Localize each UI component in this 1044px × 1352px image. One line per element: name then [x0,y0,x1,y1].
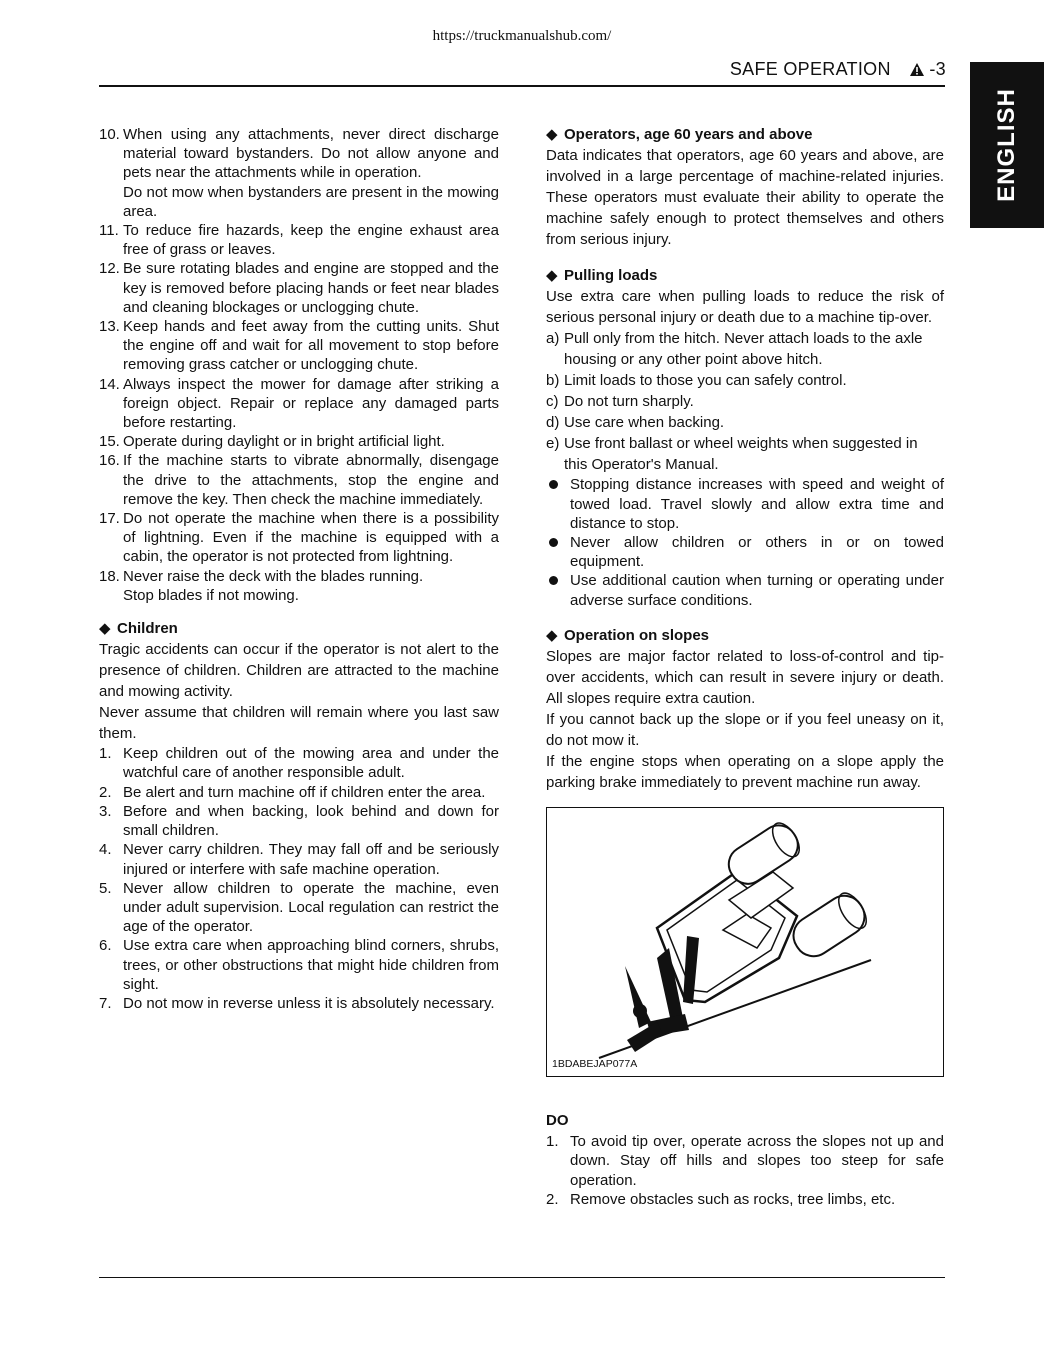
tipover-drawing [547,808,943,1076]
list-item: 13. Keep hands and feet away from the cutting units. Shut the engine off and wait for all movement to stop before removing grass catcher or unclogging chute. [99,318,499,374]
page-number: -3 [929,59,946,79]
list-item: 12. Be sure rotating blades and engine are stopped and the key is removed before placing hands or feet near blades and cleaning blockages or unclogging chute. [99,260,499,316]
list-item: 17. Do not operate the machine when there is a possibility of lightning. Even if the machine is equipped with a cabin, the operator is not protected from lightning. [99,510,499,566]
dot-bullet-icon [546,475,570,533]
operators60-text: Data indicates that operators, age 60 years and above, are involved in a large percentage of machine-related injuries. These operators must evaluate their ability to operate the machine safely enough to protect themselves and others from serious injury. [546,147,944,249]
list-item: a) Pull only from the hitch. Never attach loads to the axle housing or any other point above hitch. [546,330,923,369]
right-column [546,125,944,1209]
slopes-heading: ◆ Operation on slopes [546,626,710,644]
children-intro: Tragic accidents can occur if the operator is not alert to the presence of children. Children are attracted to the machine and mowing activity. [99,641,499,701]
pulling-heading: ◆ Pulling loads [546,267,658,285]
footer-rule [99,1277,945,1278]
language-label: ENGLISH [993,88,1020,202]
section-title: SAFE OPERATION [729,59,891,79]
dot-bullet-icon [546,533,570,571]
list-item: c) Do not turn sharply. [546,393,694,411]
list-item: 16. If the machine starts to vibrate abnormally, disengage the drive to the attachments, stop the engine and remove the key. Then check the machine immediately. [99,452,499,508]
list-item: 14. Always inspect the mower for damage after striking a foreign object. Repair or replace any damaged parts before restarting. [99,375,499,432]
figure-code: 1BDABEJAP077A [552,1057,638,1070]
bullet-item: Stopping distance increases with speed and weight of towed load. Travel slowly and allow extra time and distance to stop. [546,475,944,533]
list-item: 10. When using any attachments, never direct discharge material toward bystanders. Do not allow anyone and pets near the attachments while in operation. Do not mow when bystanders are present in the mowing area. [99,126,499,220]
list-item: 1. Keep children out of the mowing area and under the watchful care of another responsible adult. [99,745,499,782]
list-item: 2. Be alert and turn machine off if children enter the area. [99,783,486,801]
list-item: 7. Do not mow in reverse unless it is absolutely necessary. [99,994,495,1012]
list-item: 1. To avoid tip over, operate across the slopes not up and down. Stay off hills and slopes too steep for safe operation. [546,1133,944,1189]
list-item: 11. To reduce fire hazards, keep the engine exhaust area free of grass or leaves. [99,222,499,259]
page-header [730,59,946,80]
children-warning: Never assume that children will remain where you last saw them. [99,704,499,743]
slope-tipover-illustration [546,807,944,1077]
warning-triangle-icon [910,59,929,79]
header-rule [99,85,945,87]
slopes-text-3: If the engine stops when operating on a slope apply the parking brake immediately to prevent machine run away. [546,753,944,792]
source-url[interactable]: https://truckmanualshub.com/ [432,28,612,44]
list-item: 18. Never raise the deck with the blades running. Stop blades if not mowing. [99,567,424,604]
bullet-item: Use additional caution when turning or operating under adverse surface conditions. [546,571,944,609]
operators60-heading: ◆ Operators, age 60 years and above [546,126,813,143]
list-item: 15. Operate during daylight or in bright artificial light. [99,433,445,451]
slopes-text-2: If you cannot back up the slope or if you feel uneasy on it, do not mow it. [546,711,944,750]
dot-bullet-icon [546,571,570,609]
do-heading: DO [546,1112,569,1130]
slopes-text-1: Slopes are major factor related to loss-of-control and tip-over accidents, which can result in severe injury or death. All slopes require extra caution. [546,648,944,708]
diamond-bullet-icon: ◆ [546,267,558,285]
list-item: 5. Never allow children to operate the machine, even under adult supervision. Local regulation can restrict the age of the operator. [99,879,499,936]
list-item: 2. Remove obstacles such as rocks, tree limbs, etc. [546,1190,896,1208]
bullet-item: Never allow children or others in or on towed equipment. [546,533,944,571]
list-item: 4. Never carry children. They may fall off and be seriously injured or interfere with safe machine operation. [99,841,499,878]
diamond-bullet-icon: ◆ [546,126,558,143]
diamond-bullet-icon: ◆ [546,626,558,644]
language-tab [970,62,1044,228]
list-item: b) Limit loads to those you can safely control. [546,372,847,390]
children-heading: ◆ Children [99,620,178,638]
list-item: e) Use front ballast or wheel weights when suggested in this Operator's Manual. [546,435,918,474]
diamond-bullet-icon: ◆ [99,620,111,638]
pulling-intro: Use extra care when pulling loads to reduce the risk of serious personal injury or death due to a machine tip-over. [546,288,944,327]
list-item: d) Use care when backing. [546,414,725,432]
list-item: 3. Before and when backing, look behind and down for small children. [99,802,499,840]
list-item: 6. Use extra care when approaching blind corners, shrubs, trees, or other obstructions that might hide children from sight. [99,937,499,993]
left-column [99,125,499,1013]
